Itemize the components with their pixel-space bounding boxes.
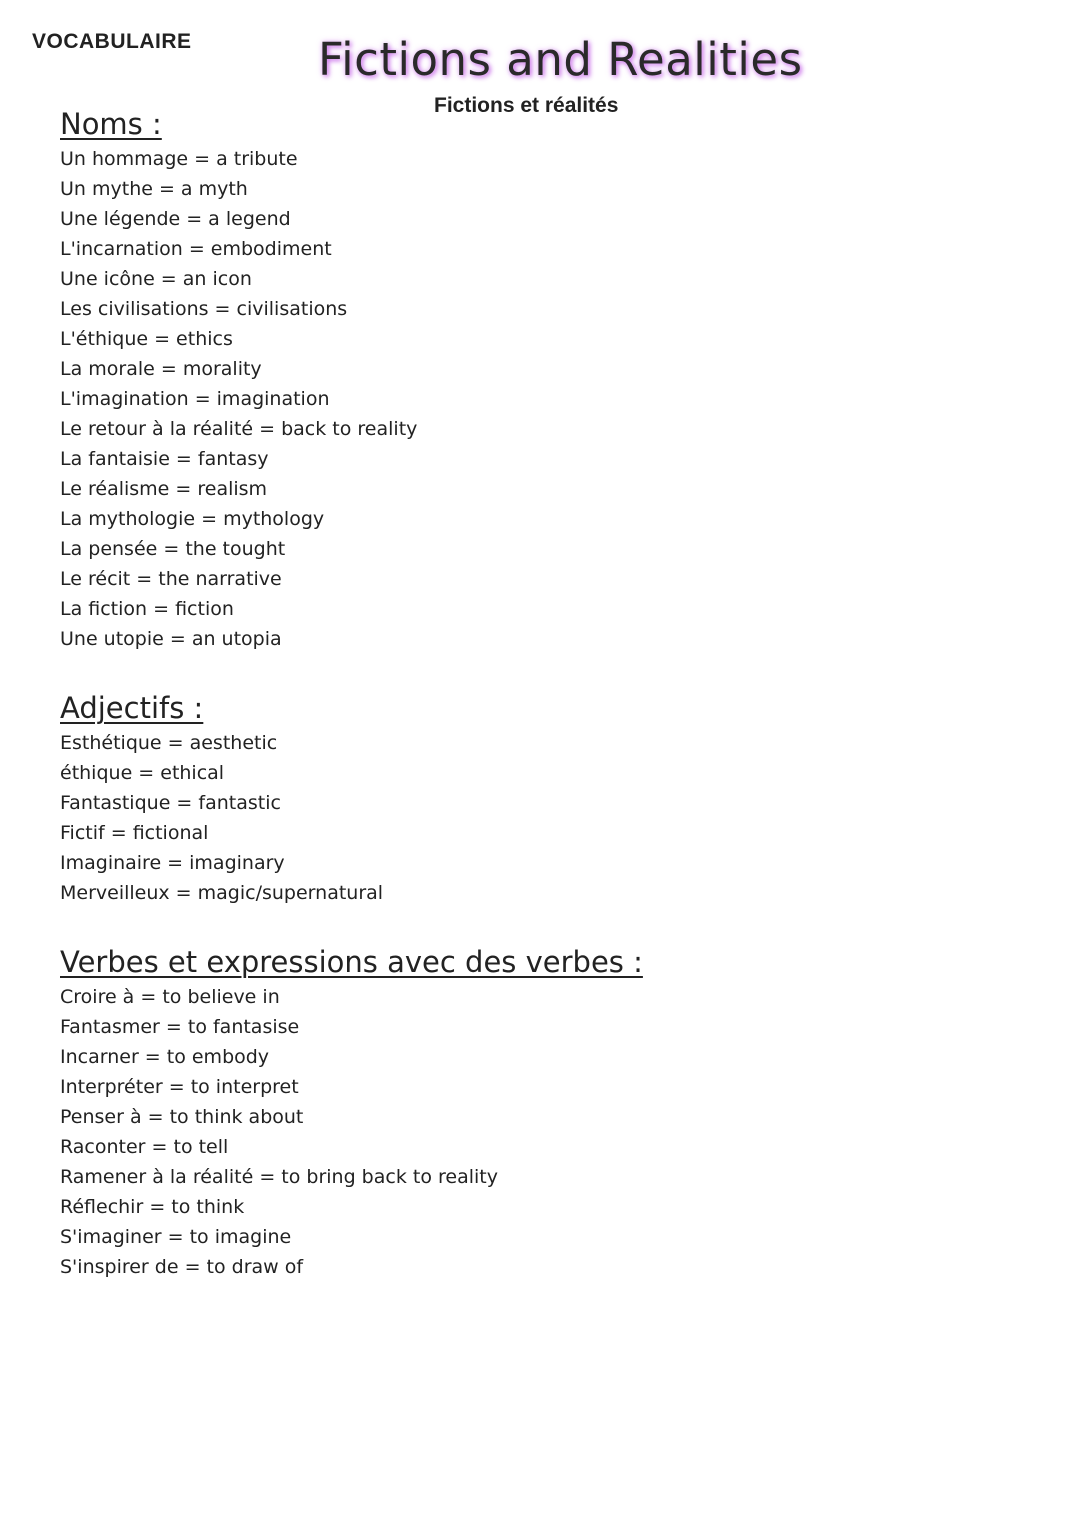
vocab-entry: Fictif = fictional <box>60 822 209 844</box>
vocab-entry: S'inspirer de = to draw of <box>60 1256 304 1278</box>
vocab-entry: éthique = ethical <box>60 762 225 784</box>
vocab-entry: L'incarnation = embodiment <box>60 238 332 260</box>
vocab-entry: L'éthique = ethics <box>60 328 233 350</box>
vocab-entry: Penser à = to think about <box>60 1106 304 1128</box>
vocab-entry: Raconter = to tell <box>60 1136 229 1158</box>
section-heading-noms: Noms : <box>60 107 162 141</box>
vocab-entry: Fantastique = fantastic <box>60 792 281 814</box>
vocab-entry: Les civilisations = civilisations <box>60 298 348 320</box>
vocab-entry: Fantasmer = to fantasise <box>60 1016 300 1038</box>
vocab-entry: Un mythe = a myth <box>60 178 248 200</box>
vocab-entry: Interpréter = to interpret <box>60 1076 299 1098</box>
vocab-entry: Une utopie = an utopia <box>60 628 282 650</box>
vocab-entry: Une légende = a legend <box>60 208 291 230</box>
section-adjectifs <box>60 688 383 908</box>
section-heading-verbes: Verbes et expressions avec des verbes : <box>60 945 643 979</box>
vocab-list-adjectifs <box>60 728 383 908</box>
vocab-entry: Le retour à la réalité = back to reality <box>60 418 418 440</box>
vocab-entry: Une icône = an icon <box>60 268 252 290</box>
page-title: Fictions and Realities <box>318 33 803 86</box>
vocab-list-noms <box>60 144 417 654</box>
vocab-entry: La pensée = the tought <box>60 538 286 560</box>
vocab-entry: Imaginaire = imaginary <box>60 852 285 874</box>
vocab-list-verbes <box>60 982 643 1282</box>
vocab-entry: Croire à = to believe in <box>60 986 280 1008</box>
vocab-entry: Un hommage = a tribute <box>60 148 298 170</box>
vocab-entry: Le récit = the narrative <box>60 568 282 590</box>
vocab-entry: La fantaisie = fantasy <box>60 448 269 470</box>
section-verbes <box>60 942 643 1282</box>
vocab-entry: Esthétique = aesthetic <box>60 732 278 754</box>
page-subtitle: Fictions et réalités <box>434 94 619 117</box>
vocab-entry: La fiction = fiction <box>60 598 234 620</box>
vocab-entry: L'imagination = imagination <box>60 388 330 410</box>
section-heading-adjectifs: Adjectifs : <box>60 691 204 725</box>
vocabulary-label: VOCABULAIRE <box>32 30 192 53</box>
vocab-entry: Incarner = to embody <box>60 1046 270 1068</box>
vocab-entry: Ramener à la réalité = to bring back to reality <box>60 1166 498 1188</box>
vocab-entry: La mythologie = mythology <box>60 508 325 530</box>
vocab-entry: S'imaginer = to imagine <box>60 1226 292 1248</box>
vocab-entry: La morale = morality <box>60 358 262 380</box>
vocab-entry: Le réalisme = realism <box>60 478 268 500</box>
vocab-entry: Réflechir = to think <box>60 1196 245 1218</box>
section-noms <box>60 104 417 654</box>
vocab-entry: Merveilleux = magic/supernatural <box>60 882 384 904</box>
